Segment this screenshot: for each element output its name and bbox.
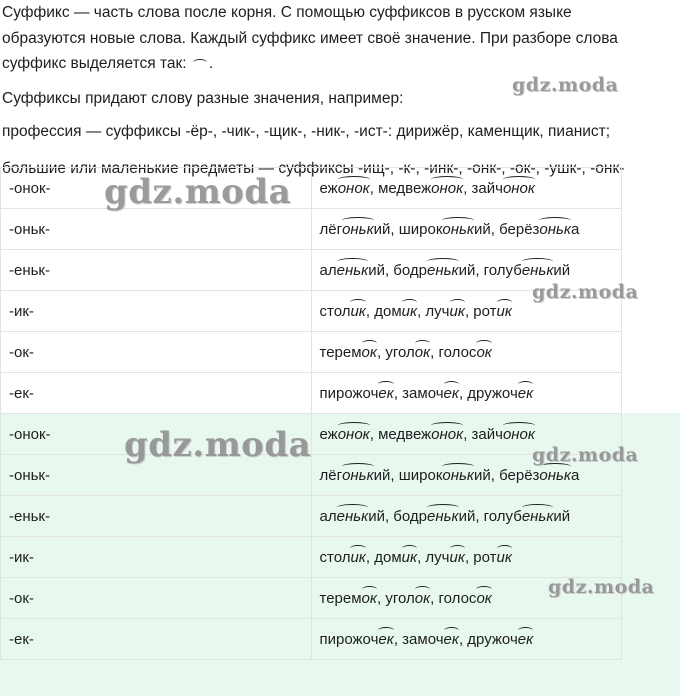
suffix-cell: -ок- [1,578,312,619]
suffix-highlight: оньк [342,220,374,238]
suffix-highlight: ек [443,630,459,648]
suffix-cell: -оньк- [1,455,312,496]
word-part: ал [319,261,337,279]
examples-cell [311,373,622,414]
suffix-highlight: оньк [342,466,374,484]
suffix-highlight: ок [414,589,431,607]
intro-line-3-text: суффикс выделяется так: [2,55,191,72]
watermark: gdz.moda [548,576,655,598]
suffix-cell: -ик- [1,291,312,332]
suffix-highlight: ок [476,589,492,607]
table-row [1,578,622,619]
word-part: , дружоч [458,384,518,402]
suffix-highlight: еньк [521,507,554,525]
word-part: терем [319,343,362,361]
word-part: , дом [365,548,402,566]
watermark: gdz.moda [532,281,639,303]
suffix-highlight: ек [443,384,459,402]
suffix-highlight: ек [517,630,534,648]
word-part: , замоч [393,630,444,648]
suffix-highlight: онок [502,425,535,443]
word-part: , медвеж [369,179,432,197]
suffix-highlight: ек [378,630,394,648]
word-part: , угол [376,343,415,361]
word-part: , луч [417,548,450,566]
suffix-highlight: еньк [336,507,369,525]
suffix-highlight: онок [337,425,370,443]
suffix-arc-icon [193,59,207,66]
word-part: ий [553,507,571,525]
table-row [1,209,622,250]
suffix-highlight: ок [476,343,492,361]
table-row [1,291,622,332]
table-row [1,168,622,209]
intro-line-3-end: . [208,55,214,72]
suffix-highlight: оньк [442,466,474,484]
word-part: ий, бодр [368,507,427,525]
word-part: еж [319,179,338,197]
word-part: пирожоч [319,384,379,402]
watermark: gdz.moda [104,172,292,212]
word-part: ий [553,261,571,279]
word-part: , угол [376,589,415,607]
word-part: , дружоч [458,630,518,648]
word-part: , замоч [393,384,444,402]
intro-line-2: образуются новые слова. Каждый суффикс имеет своё значение. При разборе слова [2,30,618,47]
watermark: gdz.moda [512,74,619,96]
suffix-highlight: онок [431,179,464,197]
table-row [1,619,622,660]
suffix-highlight: онок [502,179,535,197]
suffix-highlight: оньк [442,220,474,238]
suffix-highlight: еньк [521,261,554,279]
word-part: ий, берёз [474,466,540,484]
suffix-cell: -ек- [1,373,312,414]
word-part: пирожоч [319,630,379,648]
suffix-highlight: ик [350,548,366,566]
table-row [1,332,622,373]
word-part: а [571,466,580,484]
word-part: , рот [464,548,497,566]
suffix-cell: -онок- [1,414,312,455]
intro-line-6-text: большие или маленькие предметы — суффиксы -ищ-, -к-, -инк-, -онк-, -ок-, -ушк-, -онк- [2,160,625,177]
word-part: ал [319,507,337,525]
suffix-highlight: ик [401,548,418,566]
word-part: ий, широк [373,466,443,484]
word-part: терем [319,589,362,607]
suffix-highlight: ик [350,302,366,320]
suffix-highlight: ик [496,548,512,566]
word-part: а [571,220,580,238]
intro-line-3 [2,55,213,73]
table-row [1,496,622,537]
word-part: , луч [417,302,450,320]
suffix-highlight: онок [431,425,464,443]
suffix-highlight: еньк [336,261,369,279]
suffix-cell: -онок- [1,168,312,209]
suffix-highlight: ок [361,343,377,361]
word-part: , голос [430,343,477,361]
intro-line-1: Суффикс — часть слова после корня. С помощью суффиксов в русском языке [2,4,572,21]
suffix-highlight: оньк [539,466,571,484]
examples-cell [311,168,622,209]
suffix-cell: -ок- [1,332,312,373]
suffix-cell: -еньк- [1,496,312,537]
word-part: ий, голуб [458,507,522,525]
examples-cell [311,496,622,537]
examples-cell [311,209,622,250]
table-row [1,537,622,578]
watermark: gdz.moda [124,425,312,465]
examples-cell [311,537,622,578]
suffix-highlight: онок [337,179,370,197]
suffix-highlight: ик [401,302,418,320]
suffix-highlight: ек [378,384,394,402]
examples-cell [311,619,622,660]
suffix-highlight: ек [517,384,534,402]
intro-line-6 [2,158,625,177]
suffix-highlight: ок [414,343,431,361]
word-part: , зайч [463,425,503,443]
word-part: лёг [319,220,343,238]
word-part: еж [319,425,338,443]
suffix-highlight: ик [449,302,465,320]
word-part: ий, бодр [368,261,427,279]
word-part: ий, голуб [458,261,522,279]
suffix-highlight: ик [449,548,465,566]
suffix-highlight: оньк [539,220,571,238]
word-part: лёг [319,466,343,484]
word-part: , дом [365,302,402,320]
word-part: ий, широк [373,220,443,238]
word-part: ий, берёз [474,220,540,238]
suffix-highlight: ок [361,589,377,607]
word-part: стол [319,548,351,566]
word-part: стол [319,302,351,320]
watermark: gdz.moda [532,444,639,466]
suffix-highlight: еньк [426,261,459,279]
intro-line-5: профессия — суффиксы -ёр-, -чик-, -щик-, -ник-, -ист-: дирижёр, каменщик, пианист; [2,123,611,140]
suffix-cell: -оньк- [1,209,312,250]
table-row [1,250,622,291]
suffix-highlight: ик [496,302,512,320]
table-row [1,373,622,414]
examples-cell [311,332,622,373]
suffix-cell: -ик- [1,537,312,578]
suffix-cell: -еньк- [1,250,312,291]
word-part: , зайч [463,179,503,197]
suffix-highlight: еньк [426,507,459,525]
word-part: , рот [464,302,497,320]
word-part: , голос [430,589,477,607]
intro-line-4: Суффиксы придают слову разные значения, например: [2,90,404,107]
word-part: , медвеж [369,425,432,443]
suffix-cell: -ек- [1,619,312,660]
